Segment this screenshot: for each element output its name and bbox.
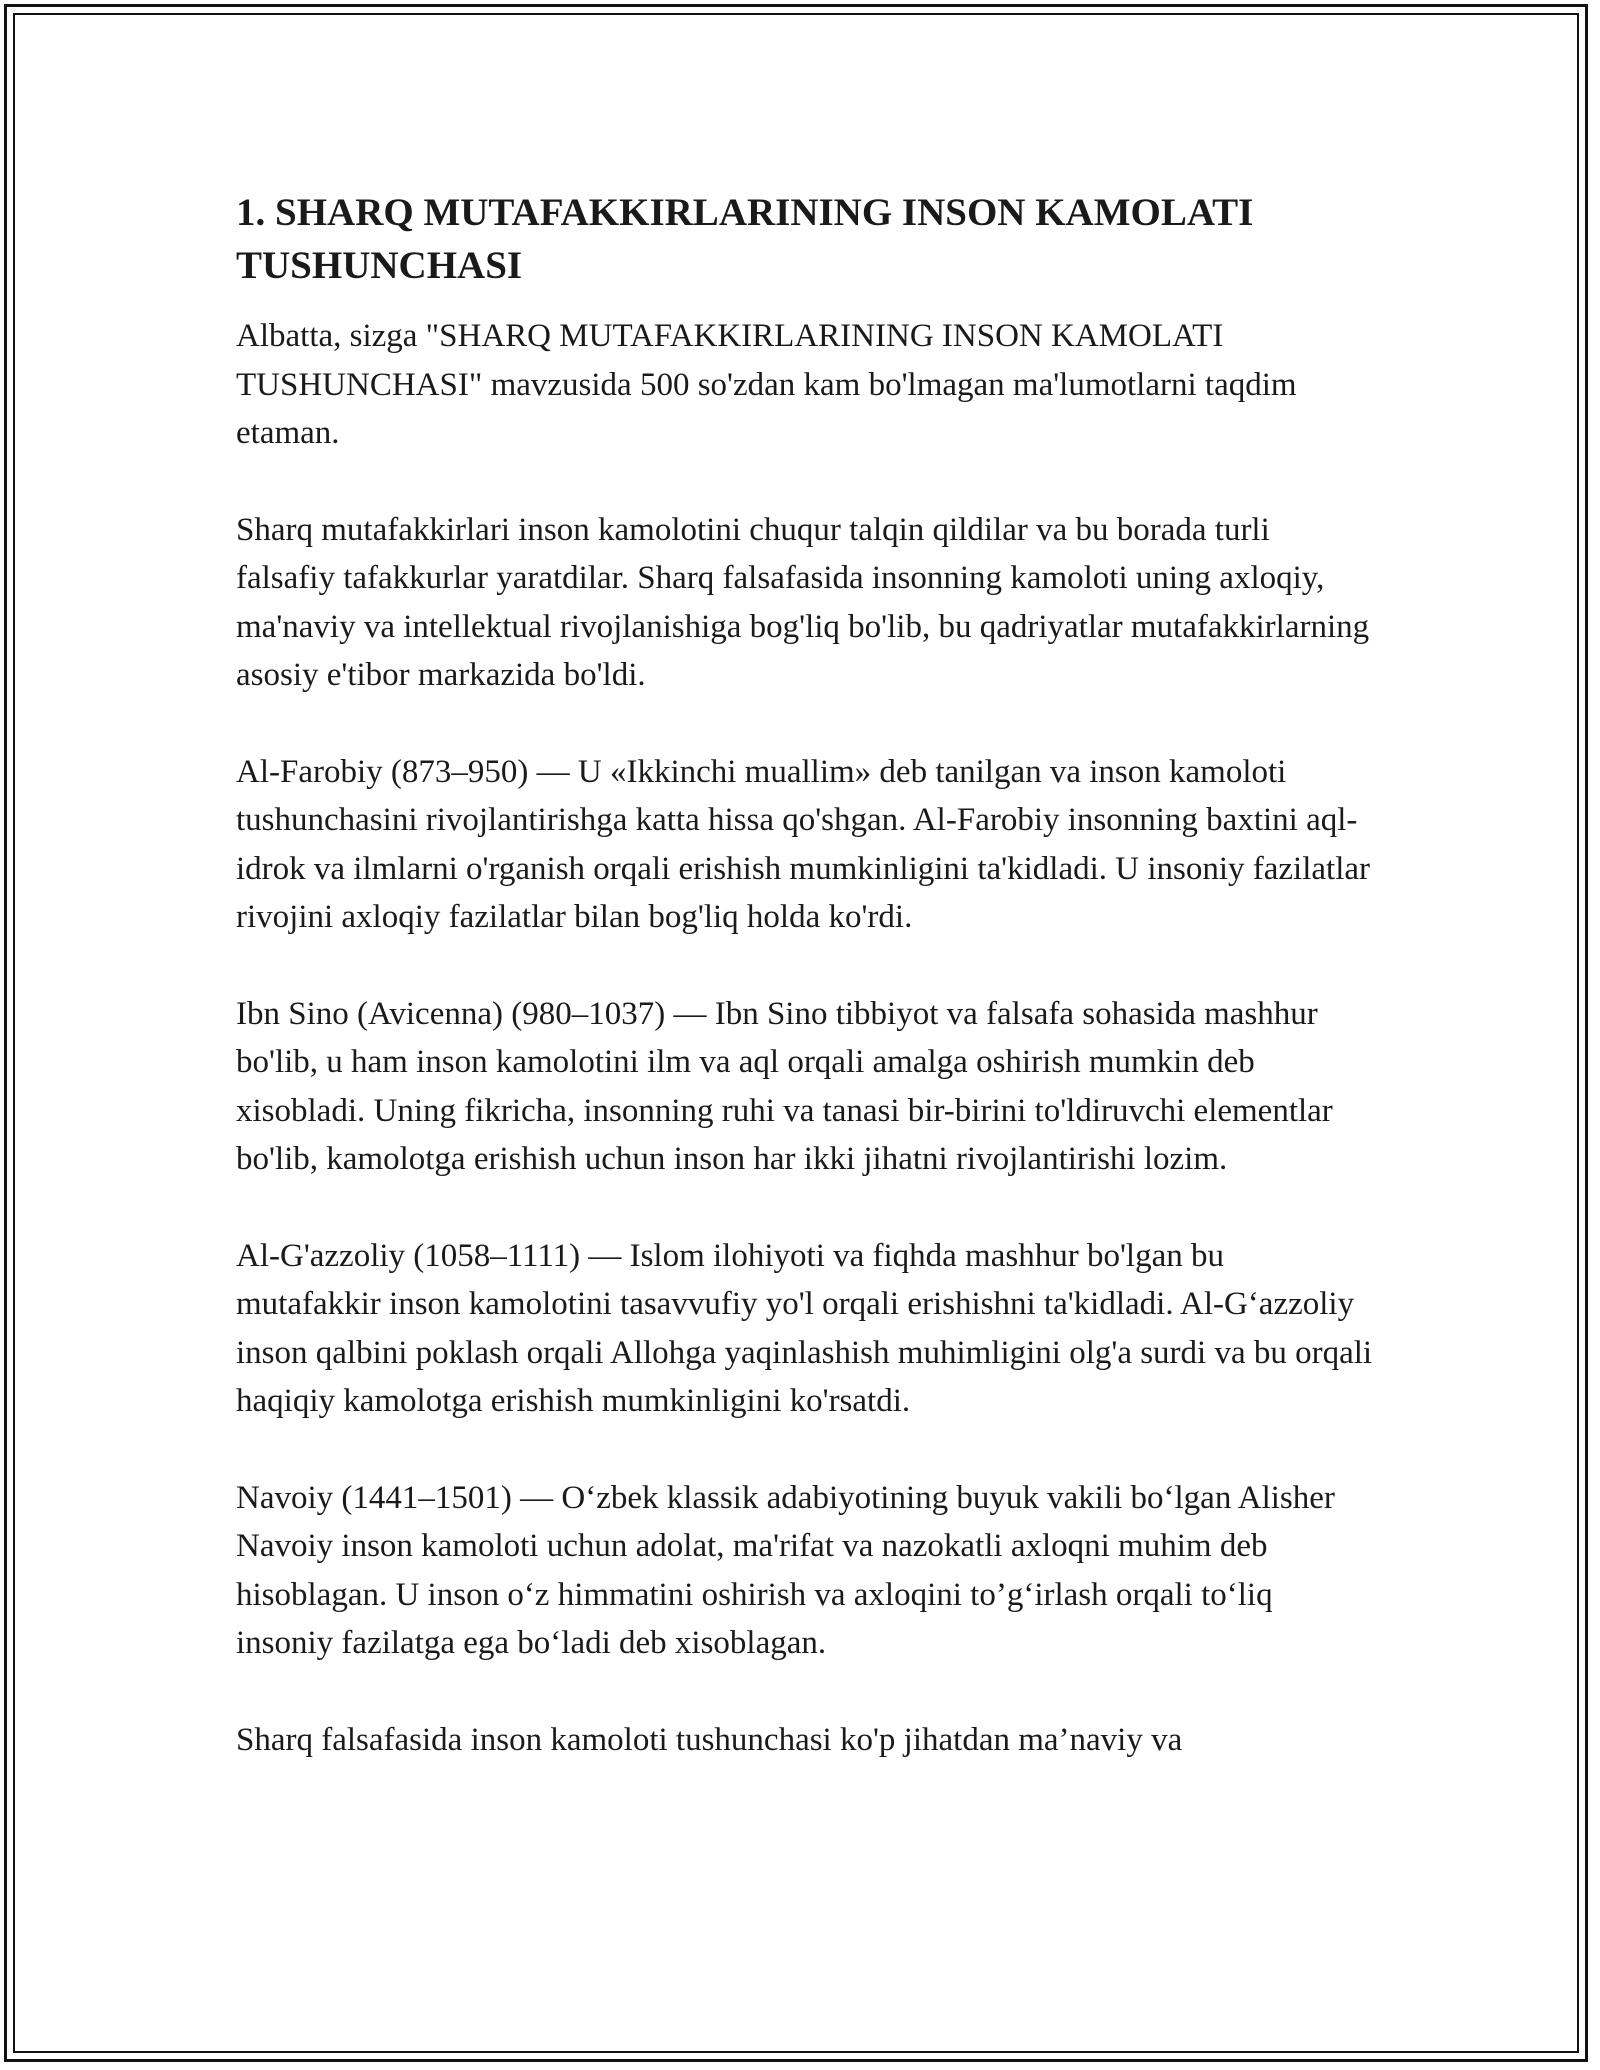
- paragraph-al-farobiy: Al-Farobiy (873–950) — U «Ikkinchi muallim» deb tanilgan va inson kamoloti tushunchasini rivojlantirishga katta hissa qo'shgan. Al-Farobiy insonning baxtini aql-idrok va ilmlarni o'rganish orqali erishish mumkinligini ta'kidladi. U insoniy fazilatlar rivojini axloqiy fazilatlar bilan bog'liq holda ko'rdi.: [236, 753, 1371, 935]
- paragraph-navoiy: Navoiy (1441–1501) — O‘zbek klassik adabiyotining buyuk vakili bo‘lgan Alisher Navoiy inson kamoloti uchun adolat, ma'rifat va nazokatli axloqni muhim deb hisoblagan. U inson o‘z himmatini oshirish va axloqini to’g‘irlash orqali to‘liq insoniy fazilatga ega bo‘ladi deb xisoblagan.: [236, 1479, 1335, 1661]
- paragraph-al-gazzoliy: Al-G'azzoliy (1058–1111) — Islom ilohiyoti va fiqhda mashhur bo'lgan bu mutafakkir inson kamolotini tasavvufiy yo'l orqali erishishni ta'kidladi. Al-G‘azzoliy inson qalbini poklash orqali Allohga yaqinlashish muhimligini olg'a surdi va bu orqali haqiqiy kamolotga erishish mumkinligini ko'rsatdi.: [236, 1237, 1373, 1419]
- paragraph-ibn-sino: Ibn Sino (Avicenna) (980–1037) — Ibn Sino tibbiyot va falsafa sohasida mashhur bo'lib, u ham inson kamolotini ilm va aql orqali amalga oshirish mumkin deb xisobladi. Uning fikricha, insonning ruhi va tanasi bir-birini to'ldiruvchi elementlar bo'lib, kamolotga erishish uchun inson har ikki jihatni rivojlantirishi lozim.: [236, 995, 1333, 1177]
- document-body: [236, 186, 1376, 1812]
- paragraph-conclusion: Sharq falsafasida inson kamoloti tushunchasi ko'p jihatdan ma’naviy va: [236, 1721, 1183, 1758]
- paragraph-intro: Albatta, sizga "SHARQ MUTAFAKKIRLARINING INSON KAMOLATI TUSHUNCHASI" mavzusida 500 so'zdan kam bo'lmagan ma'lumotlarni taqdim etaman.: [236, 318, 1297, 451]
- page-title: 1. SHARQ MUTAFAKKIRLARINING INSON KAMOLATI TUSHUNCHASI: [236, 191, 1254, 287]
- paragraph-overview: Sharq mutafakkirlari inson kamolotini chuqur talqin qildilar va bu borada turli falsafiy tafakkurlar yaratdilar. Sharq falsafasida insonning kamoloti uning axloqiy, ma'naviy va intellektual rivojlanishiga bog'liq bo'lib, bu qadriyatlar mutafakkirlarning asosiy e'tibor markazida bo'ldi.: [236, 511, 1370, 693]
